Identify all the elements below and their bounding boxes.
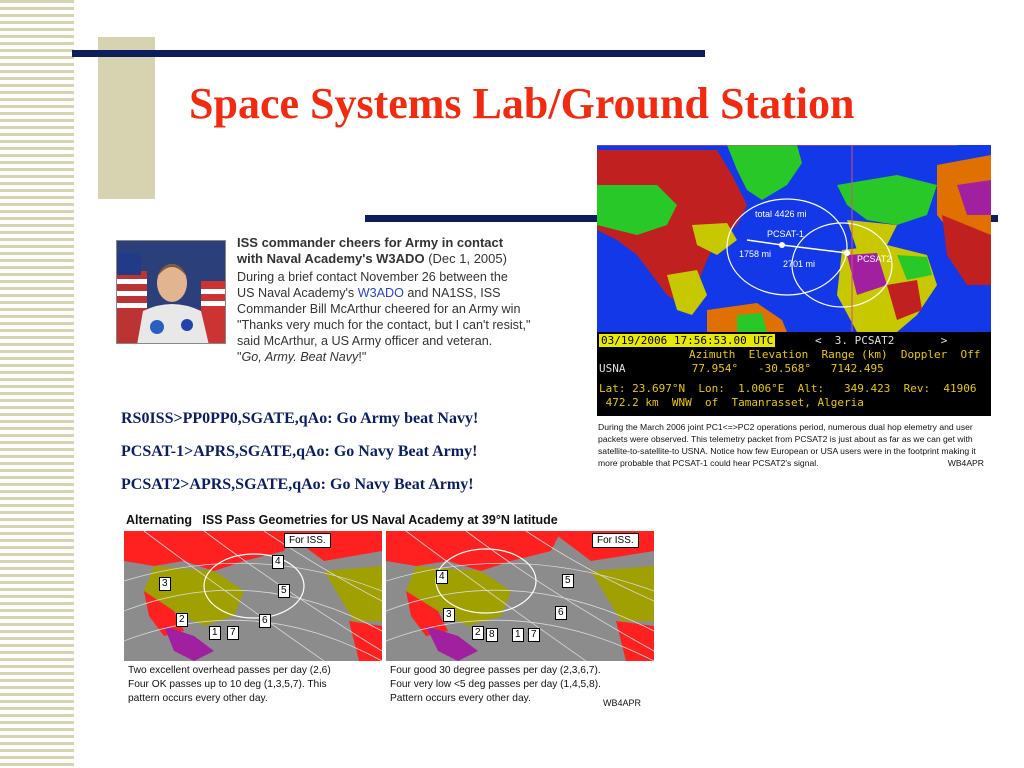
news-body: [237, 269, 582, 365]
slide-title: Space Systems Lab/Ground Station: [189, 79, 855, 128]
caption-line: Four very low <5 deg passes per day (1,4,5,8).: [390, 679, 601, 690]
pass-number: 2: [176, 613, 188, 627]
telemetry-timestamp: 03/19/2006 17:56:53.00 UTC: [601, 334, 774, 347]
decorative-stripes: [0, 0, 74, 768]
pass-number: 7: [227, 626, 239, 640]
pass-number: 2: [472, 626, 484, 640]
quote-open: ": [237, 350, 242, 364]
caption-line: Pattern occurs every other day.: [390, 693, 531, 704]
pass-map-right: [386, 531, 654, 661]
news-line-2-suffix: and NA1SS, ISS: [407, 286, 501, 300]
pass-number: 4: [436, 570, 448, 584]
astronaut-photo: [116, 240, 226, 344]
caption-line: Four good 30 degree passes per day (2,3,6,7).: [390, 665, 601, 676]
packet-line: PCSAT2>APRS,SGATE,qAo: Go Navy Beat Army!: [121, 476, 474, 493]
news-line-3: Commander Bill McArthur cheered for an Army win: [237, 302, 521, 316]
caption-line: Four OK passes up to 10 deg (1,3,5,7). This: [128, 679, 327, 690]
packet-line: PCSAT-1>APRS,SGATE,qAo: Go Navy Beat Army!: [121, 443, 478, 460]
news-line-5: said McArthur, a US Army officer and veteran.: [237, 334, 493, 348]
aprs-packets: [121, 402, 478, 501]
telemetry-panel: [597, 332, 991, 416]
news-line-6: [237, 349, 582, 365]
telemetry-caption-text: During the March 2006 joint PC1<=>PC2 operations period, numerous dual hop elemetry and user packets were observed. This telemetry packet from PCSAT2 is just about as far as we can get with satellite-to-satellite-to USNA. Notice how few European or USA users were in the footprint making it more probable that PCSAT-1 could hear PCSAT2's signal.: [598, 422, 976, 468]
pass-credit: WB4APR: [603, 698, 642, 708]
decorative-block: [98, 37, 155, 199]
pass-number: 1: [209, 626, 221, 640]
label-2701-mi: 2701 mi: [783, 259, 816, 269]
pass-number: 8: [486, 628, 498, 642]
telemetry-station: USNA: [599, 362, 626, 375]
news-clipping: [116, 235, 576, 364]
telemetry-caption: [598, 421, 990, 469]
pass-map-left: [124, 531, 382, 661]
label-total-distance: total 4426 mi: [755, 209, 807, 219]
footprint-map-image: [597, 145, 991, 332]
label-pcsat2: PCSAT2: [857, 254, 892, 264]
telemetry-location: 472.2 km WNW of Tamanrasset, Algeria: [599, 396, 864, 409]
pass-number: 5: [562, 574, 574, 588]
pass-number: 6: [259, 614, 271, 628]
footprint-map: [597, 145, 991, 332]
for-iss-label: For ISS.: [592, 533, 639, 548]
w3ado-link[interactable]: W3ADO: [357, 286, 404, 300]
telemetry-values: 77.954° -30.568° 7142.495: [691, 362, 884, 375]
news-quote: Go, Army. Beat Navy: [241, 350, 359, 364]
pass-number: 3: [443, 608, 455, 622]
packet-line: RS0ISS>PP0PP0,SGATE,qAo: Go Army beat Navy!: [121, 410, 479, 427]
for-iss-label: For ISS.: [284, 533, 331, 548]
news-headline-prefix: with Naval Academy's W3ADO: [237, 251, 425, 266]
quote-close: !": [358, 350, 367, 364]
pass-geometry-title: Alternating ISS Pass Geometries for US Naval Academy at 39°N latitude: [126, 513, 558, 527]
news-line-2-prefix: US Naval Academy's: [237, 286, 355, 300]
news-headline-line-1: ISS commander cheers for Army in contact: [237, 235, 504, 250]
pass-caption-left: [128, 664, 378, 706]
news-line-1: During a brief contact November 26 between the: [237, 270, 508, 284]
pass-number: 1: [512, 628, 524, 642]
pass-number: 6: [555, 606, 567, 620]
decorative-rule-top: [72, 50, 705, 57]
pass-number: 5: [278, 584, 290, 598]
astronaut-photo-image: [117, 241, 226, 344]
telemetry-satellite: < 3. PCSAT2 >: [814, 334, 948, 347]
news-headline: [237, 235, 507, 267]
pass-number: 4: [272, 555, 284, 569]
telemetry-credit: WB4APR: [947, 458, 984, 468]
news-date: (Dec 1, 2005): [428, 251, 507, 266]
telemetry-headers: Azimuth Elevation Range (km) Doppler Off: [689, 348, 981, 361]
label-1758-mi: 1758 mi: [739, 249, 772, 259]
pass-map-left-image: [124, 531, 382, 661]
caption-line: pattern occurs every other day.: [128, 693, 268, 704]
label-pcsat1: PCSAT-1: [767, 229, 804, 239]
caption-line: Two excellent overhead passes per day (2,6): [128, 665, 331, 676]
news-line-2: [237, 285, 582, 301]
telemetry-position: Lat: 23.697°N Lon: 1.006°E Alt: 349.423 Rev: 41906: [599, 382, 977, 395]
pass-number: 7: [528, 628, 540, 642]
pass-number: 3: [159, 577, 171, 591]
news-headline-line-2: [237, 251, 507, 267]
news-line-4: "Thanks very much for the contact, but I can't resist,": [237, 318, 531, 332]
